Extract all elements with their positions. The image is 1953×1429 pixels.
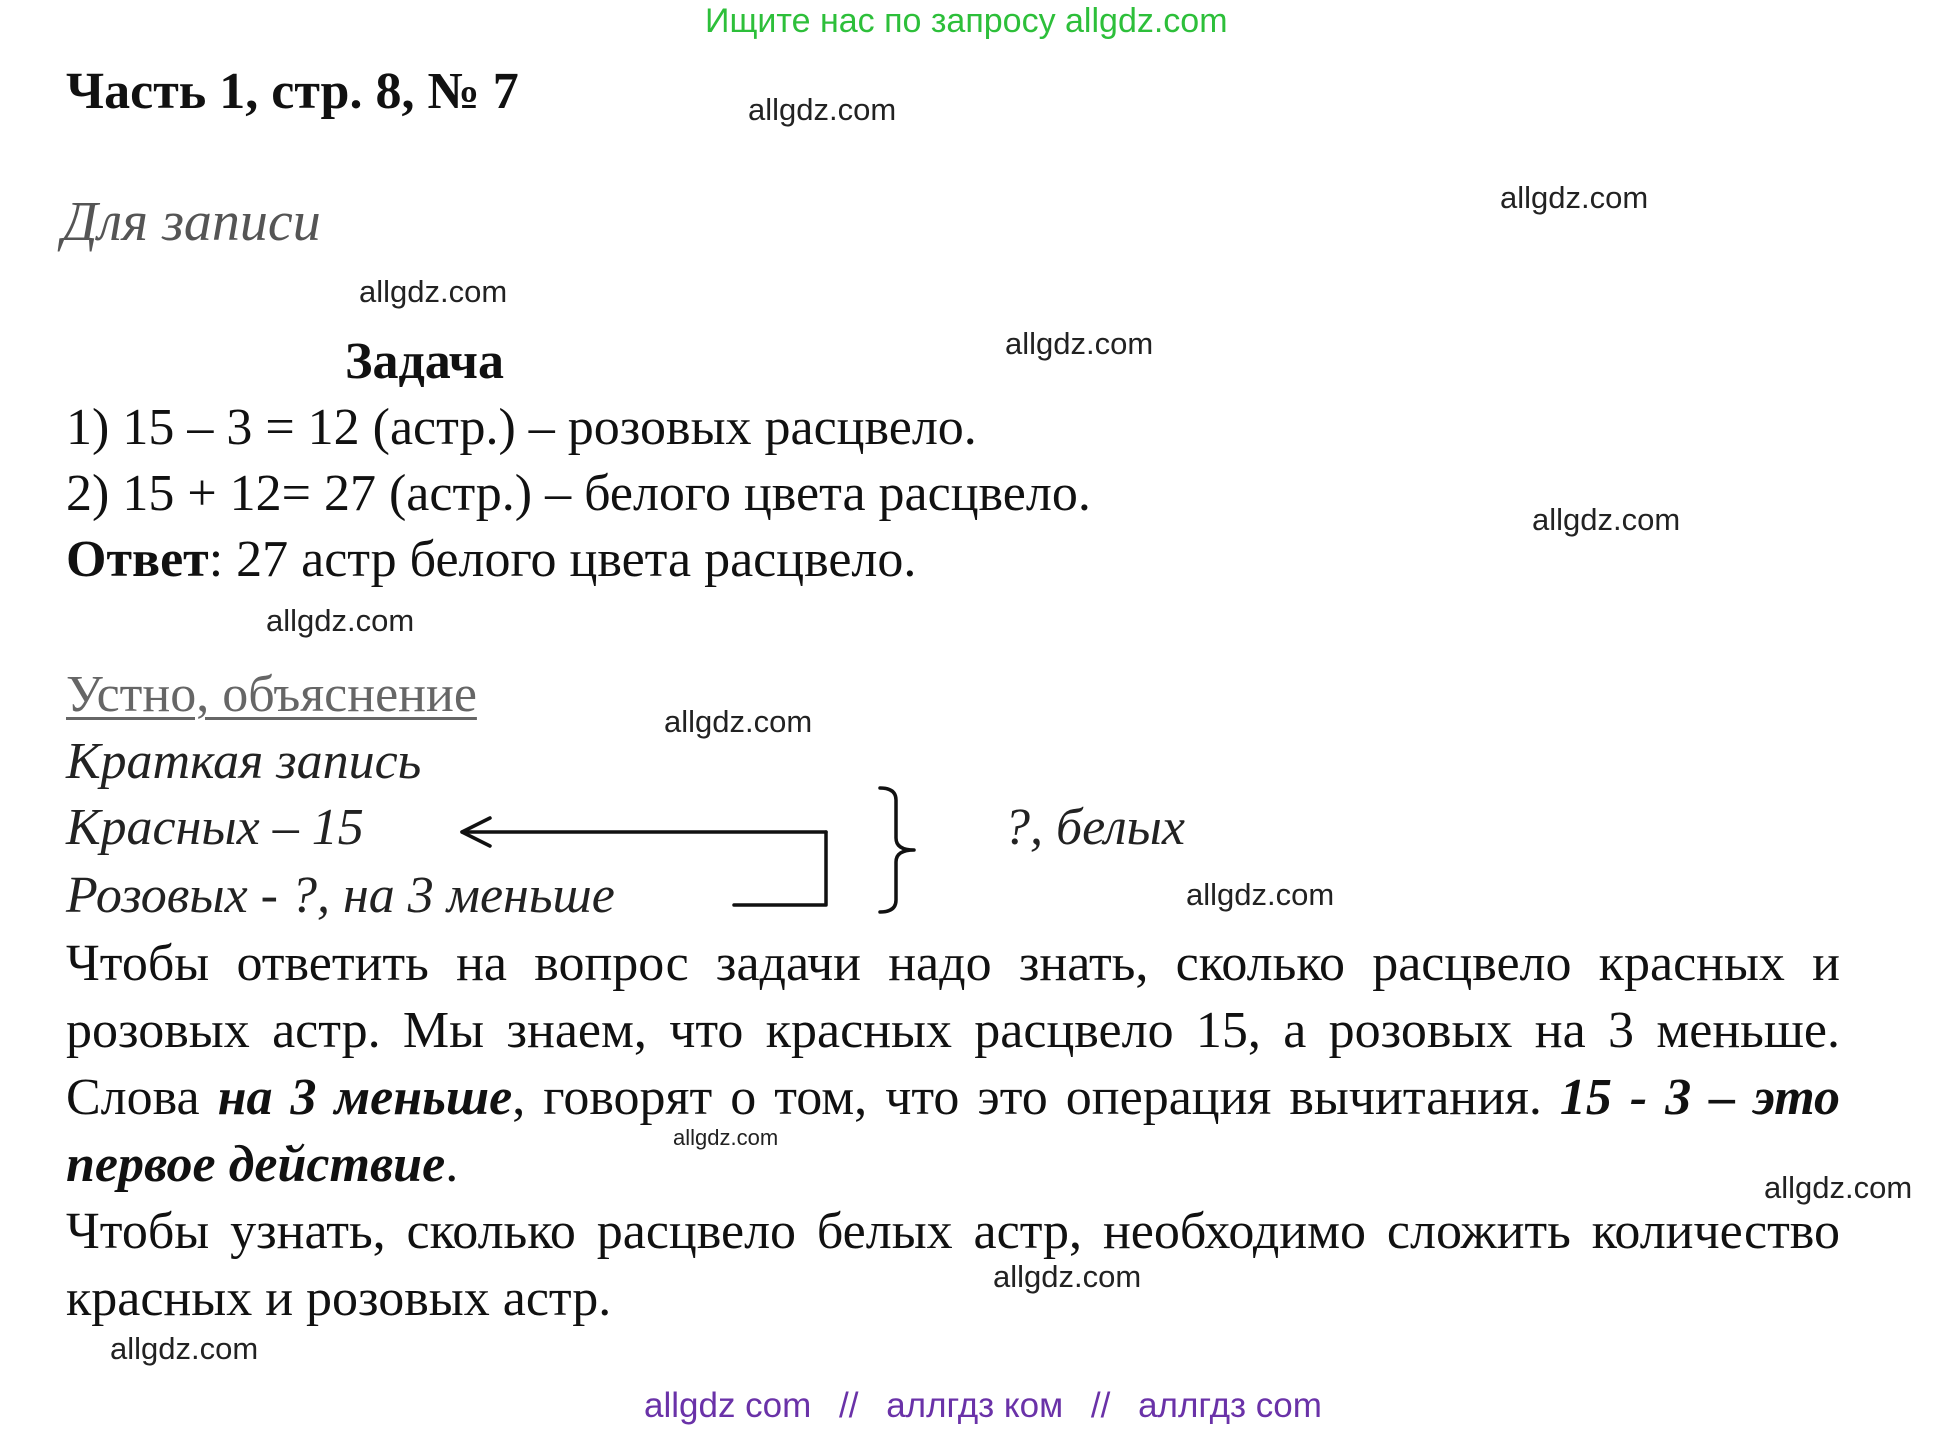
task-heading: Задача bbox=[345, 333, 504, 390]
bottom-banner-separator: // bbox=[1090, 1386, 1111, 1425]
emphasis-less-by-3: на 3 меньше bbox=[217, 1069, 513, 1126]
watermark: allgdz.com bbox=[1532, 502, 1681, 537]
red-asters-line: Красных – 15 bbox=[66, 799, 364, 856]
emphasis-first-action: 15 - 3 – это первое действие bbox=[66, 1069, 1840, 1193]
bottom-banner-separator: // bbox=[839, 1386, 859, 1425]
explanation-paragraph-2: Чтобы узнать, сколько расцвело белых астр, необходимо сложить количество красных и розовых астр. bbox=[66, 1203, 1840, 1327]
bottom-banner-part-2: аллгдз ком bbox=[886, 1386, 1064, 1425]
connector-line bbox=[734, 832, 826, 905]
top-search-banner: Ищите нас по запросу allgdz.com bbox=[705, 2, 1228, 40]
bottom-banner-part-3: аллгдз com bbox=[1138, 1386, 1322, 1425]
pink-asters-line: Розовых - ?, на 3 меньше bbox=[66, 867, 615, 924]
page-title: Часть 1, стр. 8, № 7 bbox=[66, 63, 519, 120]
record-label: Для записи bbox=[62, 191, 321, 253]
watermark: allgdz.com bbox=[748, 92, 897, 127]
watermark: allgdz.com bbox=[359, 274, 508, 309]
oral-heading: Устно, объяснение bbox=[66, 666, 477, 723]
bottom-banner bbox=[644, 1386, 1322, 1426]
watermark: allgdz.com bbox=[1764, 1170, 1913, 1205]
watermark: allgdz.com bbox=[266, 603, 415, 638]
white-asters-question: ?, белых bbox=[1004, 799, 1185, 856]
curly-brace bbox=[880, 788, 914, 912]
answer-label: Ответ bbox=[66, 531, 209, 588]
watermark: allgdz.com bbox=[673, 1125, 779, 1150]
short-note-label: Краткая запись bbox=[66, 733, 422, 790]
solution-step-1: 1) 15 – 3 = 12 (астр.) – розовых расцвело. bbox=[66, 399, 977, 456]
watermark: allgdz.com bbox=[110, 1331, 259, 1366]
answer-text: : 27 астр белого цвета расцвело. bbox=[208, 531, 917, 588]
bottom-banner-part-1: allgdz com bbox=[644, 1386, 812, 1425]
watermark: allgdz.com bbox=[1005, 326, 1154, 361]
watermark: allgdz.com bbox=[1500, 180, 1649, 215]
watermark: allgdz.com bbox=[1186, 877, 1335, 912]
watermark: allgdz.com bbox=[664, 704, 813, 739]
solution-step-2: 2) 15 + 12= 27 (астр.) – белого цвета расцвело. bbox=[66, 465, 1091, 522]
explanation-paragraph-1: Чтобы ответить на вопрос задачи надо знать, сколько расцвело красных и розовых астр. Мы знаем, что красных расцвело 15, а розовых на 3 меньше. Слова на 3 меньше, говорят о том, что это операция вычитания. 15 - 3 – это первое действие. bbox=[66, 935, 1840, 1193]
watermark: allgdz.com bbox=[993, 1259, 1142, 1294]
